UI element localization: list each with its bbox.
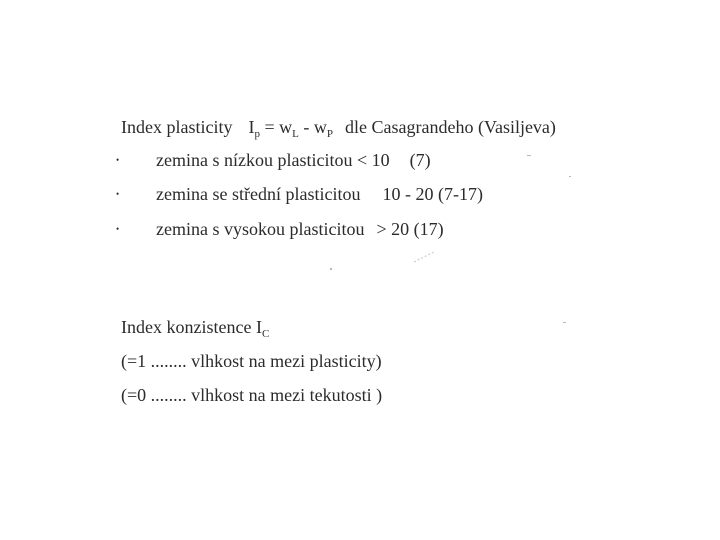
bullet-icon: •: [116, 224, 120, 234]
scan-speck: [569, 176, 571, 177]
soil-class-alt-range: (7-17): [437, 184, 483, 204]
plasticity-heading: [121, 116, 556, 145]
soil-class-text: zemina s nízkou plasticitou: [156, 150, 353, 170]
plasticity-symbol: I: [248, 117, 255, 137]
list-item: [116, 149, 431, 171]
consistency-line-liquid: (=0 ........ vlhkost na mezi tekutosti ): [121, 385, 383, 405]
plasticity-label: Index plasticity: [121, 117, 233, 137]
liquid-limit-term: w: [279, 117, 293, 137]
consistency-line-plastic: (=1 ........ vlhkost na mezi plasticity): [121, 351, 382, 371]
soil-class-text: zemina se střední plasticitou: [156, 184, 361, 204]
consistency-heading: [121, 316, 269, 345]
plasticity-source: dle Casagrandeho (Vasiljeva): [345, 117, 556, 137]
soil-class-text: zemina s vysokou plasticitou: [156, 219, 365, 239]
bullet-icon: •: [116, 189, 120, 199]
scan-speck: [330, 268, 332, 270]
list-item: [116, 183, 483, 205]
consistency-symbol-subscript: C: [261, 328, 270, 340]
equals-sign: =: [264, 117, 275, 137]
scan-speck: [527, 155, 531, 156]
plastic-limit-subscript: P: [326, 128, 333, 140]
bullet-icon: •: [116, 155, 120, 165]
soil-class-alt-range: (7): [409, 150, 431, 170]
scan-speck: [563, 322, 566, 323]
consistency-label: Index konzistence: [121, 317, 252, 337]
soil-class-alt-range: (17): [413, 219, 444, 239]
liquid-limit-subscript: L: [292, 128, 299, 140]
soil-class-range: 10 - 20: [382, 184, 434, 204]
list-item: [116, 218, 444, 240]
minus-sign: -: [303, 117, 310, 137]
plasticity-symbol-subscript: p: [254, 128, 260, 140]
scan-stroke-mark: [412, 250, 438, 264]
plastic-limit-term: w: [313, 117, 327, 137]
soil-class-range: < 10: [356, 150, 390, 170]
consistency-symbol: I: [255, 317, 262, 337]
soil-class-range: > 20: [376, 219, 410, 239]
